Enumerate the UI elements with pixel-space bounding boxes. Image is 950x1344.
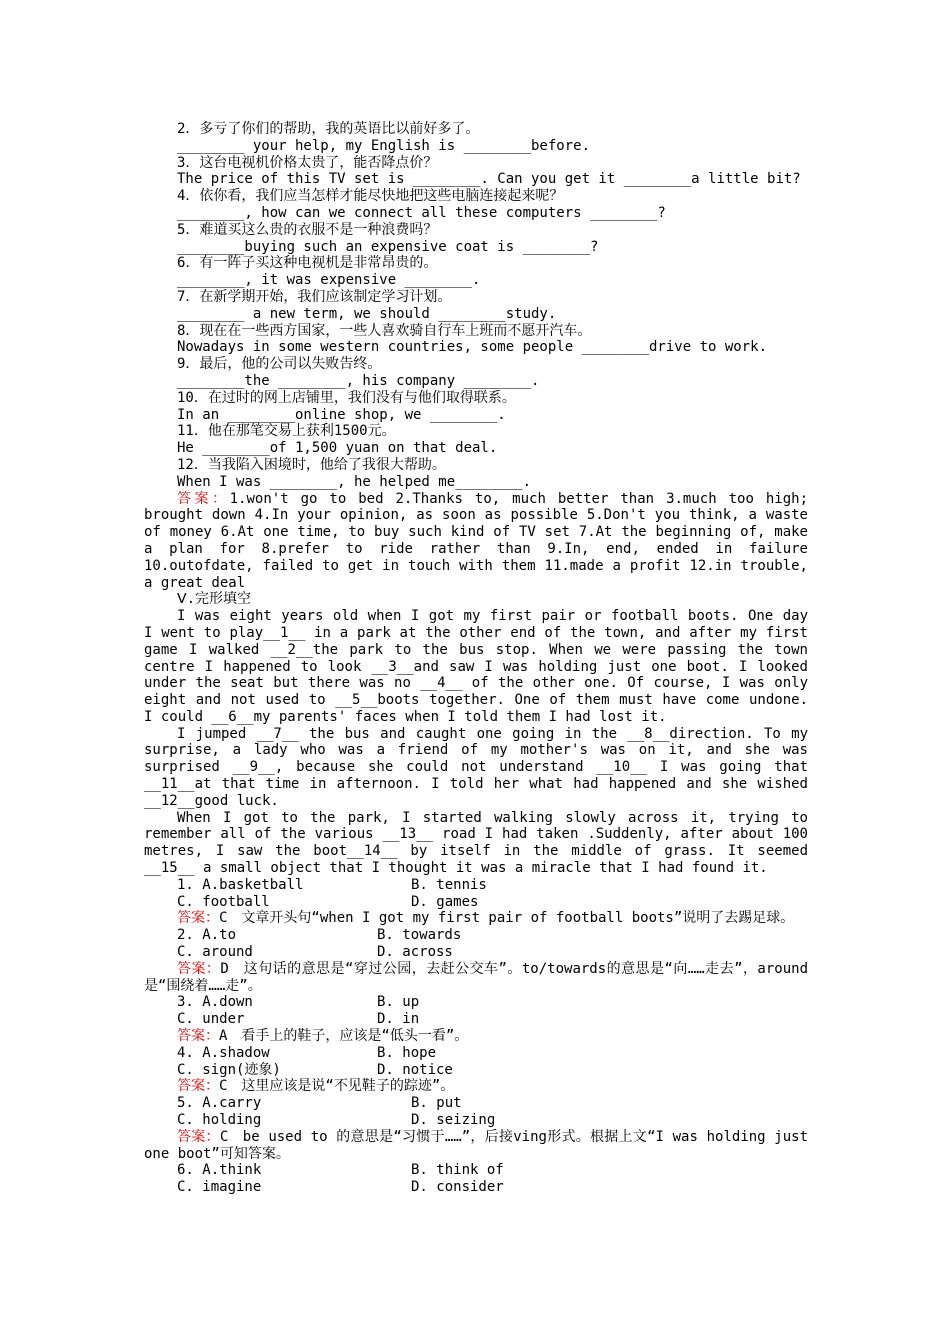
option-row — [144, 1045, 808, 1062]
translation-prompt-en: ________ a new term, we should ________study. — [177, 305, 557, 322]
option-b: B. towards — [377, 927, 462, 944]
answer-label: 答案： — [177, 1078, 219, 1095]
translation-prompt-en: He ________of 1,500 yuan on that deal. — [177, 440, 498, 457]
question-answer — [144, 961, 808, 995]
option-a: 3. A.down — [177, 994, 253, 1011]
answer-explanation: C 文章开头句“when I got my first pair of football boots”说明了去踢足球。 — [219, 910, 795, 927]
question-answer — [144, 1078, 808, 1095]
option-row — [144, 1112, 808, 1129]
option-d: D. in — [377, 1011, 420, 1028]
translation-prompt-en: ________buying such an expensive coat is ________? — [177, 238, 599, 255]
document-page — [144, 121, 808, 1196]
cloze-passage — [144, 608, 808, 877]
translation-prompt-cn: 10．在过时的网上店铺里，我们没有与他们取得联系。 — [177, 389, 516, 406]
translation-answer — [144, 491, 808, 592]
option-row — [144, 877, 808, 894]
translation-prompt-cn: 6．有一阵子买这种电视机是非常昂贵的。 — [177, 255, 438, 272]
option-c: C. around — [177, 944, 253, 961]
translation-prompt-en: ________, how can we connect all these computers ________? — [177, 204, 666, 221]
answer-label: 答案： — [177, 490, 230, 507]
option-row — [144, 944, 808, 961]
option-a: 1. A.basketball — [177, 876, 304, 893]
question-answer — [144, 1028, 808, 1045]
option-c: C. under — [177, 1011, 245, 1028]
section-title: Ⅴ.完形填空 — [177, 591, 252, 608]
option-row — [144, 1062, 808, 1079]
answer-label: 答案： — [177, 1128, 220, 1145]
option-c: C. imagine — [177, 1179, 262, 1196]
option-a: 4. A.shadow — [177, 1044, 270, 1061]
option-c: C. holding — [177, 1112, 262, 1129]
option-b: B. tennis — [411, 876, 487, 893]
translation-prompt-cn: 4．依你看，我们应当怎样才能尽快地把这些电脑连接起来呢？ — [177, 188, 564, 205]
translation-prompt-en: The price of this TV set is ________. Can you get it ________a little bit? — [177, 171, 801, 188]
option-a: 6. A.think — [177, 1162, 262, 1179]
option-c: C. football — [177, 893, 270, 910]
answer-explanation: C 这里应该是说“不见鞋子的踪迹”。 — [219, 1078, 455, 1095]
translation-prompt-cn: 9．最后，他的公司以失败告终。 — [177, 356, 382, 373]
option-b: B. up — [377, 994, 420, 1011]
option-row — [144, 1162, 808, 1179]
option-row — [144, 894, 808, 911]
answer-label: 答案： — [177, 910, 219, 927]
option-a: 5. A.carry — [177, 1095, 262, 1112]
answer-explanation: C be used to 的意思是“习惯于……”，后接ving形式。根据上文“I was holding just one boot”可知答案。 — [144, 1128, 809, 1162]
question-answer — [144, 1129, 808, 1163]
option-d: D. seizing — [411, 1112, 496, 1129]
translation-prompt-cn: 12．当我陷入困境时，他给了我很大帮助。 — [177, 456, 446, 473]
option-d: D. notice — [377, 1061, 453, 1078]
question-answer — [144, 910, 808, 927]
answer-label: 答案： — [177, 1028, 219, 1045]
option-c: C. sign(迹象) — [177, 1061, 281, 1078]
option-d: D. across — [377, 944, 453, 961]
translation-prompt-en: Nowadays in some western countries, some people ________drive to work. — [177, 339, 768, 356]
option-row — [144, 1011, 808, 1028]
passage-paragraph: I jumped __7__ the bus and caught one going in the __8__direction. To my surprise, a lady who was a friend of my mother's was on it, and she was surprised __9__, because she could not understand __10__ I was going that __11__at that time in afternoon. I told her what had happened and she wished __12__good luck. — [144, 725, 808, 809]
answer-text: 1.won't go to bed 2.Thanks to, much better than 3.much too high; brought down 4.In your opinion, as soon as possible 5.Don't you think, a waste of money 6.At one time, to buy such kind of TV set 7.At the beginning of, make a plan for 8.prefer to ride rather than 9.In, end, ended in failure 10.outofdate, failed to get in touch with them 11.made a profit 12.in trouble, a great deal — [144, 490, 809, 591]
translation-prompt-en: ________, it was expensive ________. — [177, 272, 481, 289]
answer-explanation: D 这句话的意思是“穿过公园，去赶公交车”。to/towards的意思是“向……走去”，around是“围绕着……走”。 — [144, 960, 809, 994]
option-row — [144, 927, 808, 944]
option-d: D. games — [411, 893, 479, 910]
translation-prompt-cn: 7．在新学期开始，我们应该制定学习计划。 — [177, 288, 452, 305]
option-b: B. think of — [411, 1162, 504, 1179]
translation-prompt-cn: 5．难道买这么贵的衣服不是一种浪费吗？ — [177, 221, 438, 238]
option-row — [144, 994, 808, 1011]
cloze-questions — [144, 877, 808, 1196]
option-b: B. hope — [377, 1044, 437, 1061]
translation-prompt-en: ________ your help, my English is ________before. — [177, 137, 591, 154]
translation-prompt-cn: 3．这台电视机价格太贵了，能否降点价？ — [177, 154, 438, 171]
translation-prompt-cn: 11．他在那笔交易上获利1500元。 — [177, 423, 396, 440]
translation-prompt-en: When I was ________, he helped me________. — [177, 473, 532, 490]
translation-prompt-en: In an ________online shop, we ________. — [177, 406, 506, 423]
option-a: 2. A.to — [177, 927, 237, 944]
passage-paragraph: I was eight years old when I got my first pair or football boots. One day I went to play__1__ in a park at the other end of the town, and after my first game I walked __2__the park to the bus stop. When we were passing the town centre I happened to look __3__and saw I was holding just one boot. I looked under the seat but there was no __4__ of the other one. Of course, I was only eight and not used to __5__boots together. One of them must have come undone. I could __6__my parents' faces when I told them I had lost it. — [144, 608, 808, 725]
answer-explanation: A 看手上的鞋子，应该是“低头一看”。 — [219, 1028, 469, 1045]
translation-prompt-en: ________the ________, his company ________. — [177, 372, 540, 389]
option-row — [144, 1095, 808, 1112]
answer-label: 答案： — [177, 960, 221, 977]
option-row — [144, 1179, 808, 1196]
translation-exercise — [144, 121, 808, 491]
translation-prompt-cn: 2．多亏了你们的帮助，我的英语比以前好多了。 — [177, 121, 480, 137]
translation-prompt-cn: 8．现在在一些西方国家，一些人喜欢骑自行车上班而不愿开汽车。 — [177, 322, 592, 339]
passage-paragraph: When I got to the park, I started walking slowly across it, trying to remember all of the various __13__ road I had taken .Suddenly, after about 100 metres, I saw the boot__14__ by itself in the middle of grass. It seemed __15__ a small object that I thought it was a miracle that I had found it. — [144, 809, 808, 877]
option-d: D. consider — [411, 1179, 504, 1196]
option-b: B. put — [411, 1095, 462, 1112]
